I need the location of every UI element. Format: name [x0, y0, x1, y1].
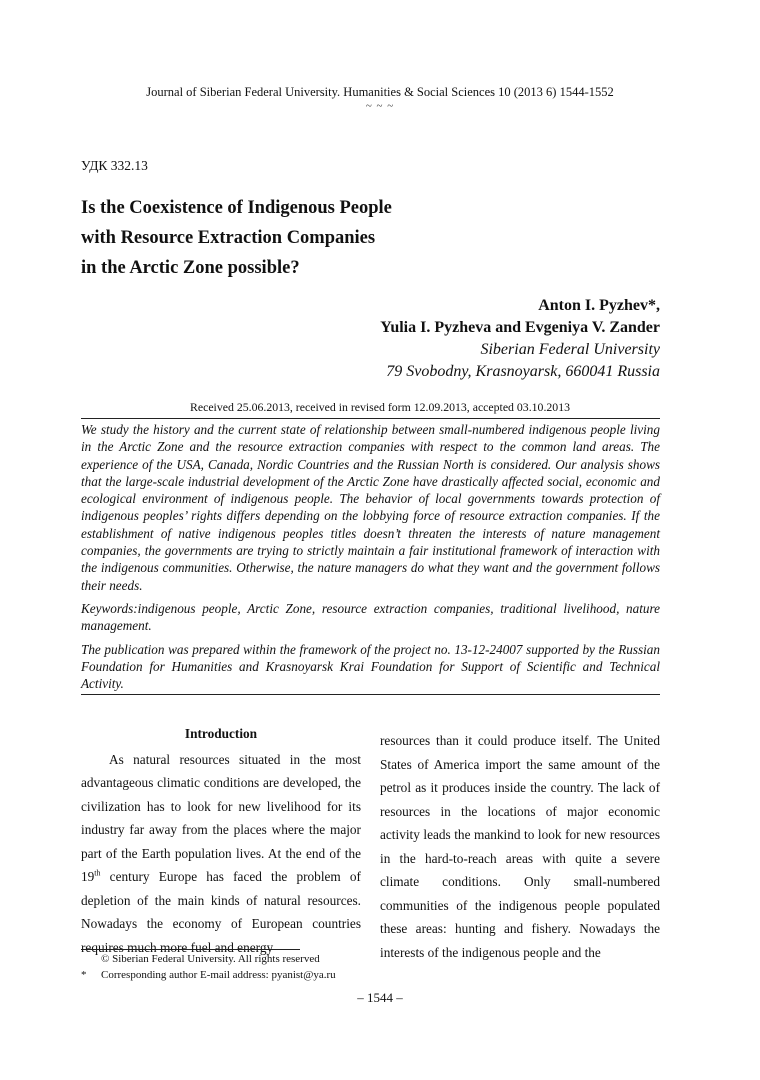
footnote-rule [81, 949, 300, 950]
paper-title [81, 193, 681, 283]
received-dates: Received 25.06.2013, received in revised form 12.09.2013, accepted 03.10.2013 [189, 400, 570, 414]
affiliation: Siberian Federal University [480, 341, 660, 358]
author-line: Anton I. Pyzhev*, [538, 297, 660, 314]
intro-continuation: resources than it could produce itself. The United States of America import the same amount of the petrol as it produces inside the country. The lack of resources in the locations of major economic activity leads the mankind to look for new resources in the hard-to-reach areas with quite a severe climate conditions. Only small-numbered communities of the indigenous people populated these areas: hunting and fishery. Nowadays the interests of the indigenous people and the [380, 733, 660, 960]
intro-text-part2: century Europe has faced the problem of depletion of the main kinds of natural resources. Nowadays the economy of European countries requires much more fuel and energy [81, 869, 361, 955]
abstract-text: We study the history and the current state of relationship between small-numbered indigenous people living in the Arctic Zone and the resource extraction companies with respect to the common land areas. The experience of the USA, Canada, Nordic Countries and the Russian North is considered. Our analysis shows that the large-scale industrial development of the Arctic Zone have drastically affected social, economic and ecological environment of indigenous people. The behavior of local governments towards protection of indigenous peoples’ rights differs depending on the lobbying force of resource extraction companies. If the establishment of native indigenous peoples titles doesn’t threaten the interests of nature management companies, the governments are trying to strictly maintain a fair institutional framework of interaction with the indigenous communities. Otherwise, the nature managers do what they want and the government follows their needs. [81, 422, 660, 593]
author-block [380, 295, 660, 383]
author-line: Yulia I. Pyzheva and Evgeniya V. Zander [380, 319, 660, 336]
section-heading: Introduction [184, 726, 258, 741]
keywords: Keywords:indigenous people, Arctic Zone, resource extraction companies, traditional livelihood, nature management. [81, 600, 660, 634]
corresponding-text: Corresponding author E-mail address: pyanist@ya.ru [101, 968, 336, 981]
title-line: in the Arctic Zone possible? [81, 258, 300, 278]
intro-paragraph [81, 748, 361, 960]
page-number: – 1544 – [357, 990, 403, 1005]
corresponding-note [81, 968, 336, 984]
abstract-top-rule [81, 418, 660, 419]
left-column [81, 722, 361, 959]
footnote-mark: * [81, 968, 87, 981]
right-column [380, 729, 660, 964]
abstract-bottom-rule [81, 694, 660, 695]
copyright-text: © Siberian Federal University. All rights reserved [101, 953, 320, 965]
udc-code: УДК 332.13 [81, 158, 148, 173]
header-ornament: ~ ~ ~ [365, 100, 395, 112]
copyright-note [81, 952, 336, 968]
abstract-block [81, 421, 660, 698]
intro-text-part1: As natural resources situated in the most advantageous climatic conditions are developed, the civilization has to look for new livelihood for its industry far away from the places where the major part of the Earth population lives. At the end of the 19 [81, 751, 361, 884]
address: 79 Svobodny, Krasnoyarsk, 660041 Russia [386, 363, 660, 380]
funding-note: The publication was prepared within the framework of the project no. 13-12-24007 supported by the Russian Foundation for Humanities and Krasnoyarsk Krai Foundation for Support of Scientific and Technical Activity. [81, 641, 660, 692]
journal-header: Journal of Siberian Federal University. Humanities & Social Sciences 10 (2013 6) 1544-1552 [146, 85, 614, 99]
title-line: Is the Coexistence of Indigenous People [81, 198, 392, 218]
title-line: with Resource Extraction Companies [81, 228, 376, 248]
superscript: th [94, 868, 101, 878]
footnotes [81, 952, 336, 983]
